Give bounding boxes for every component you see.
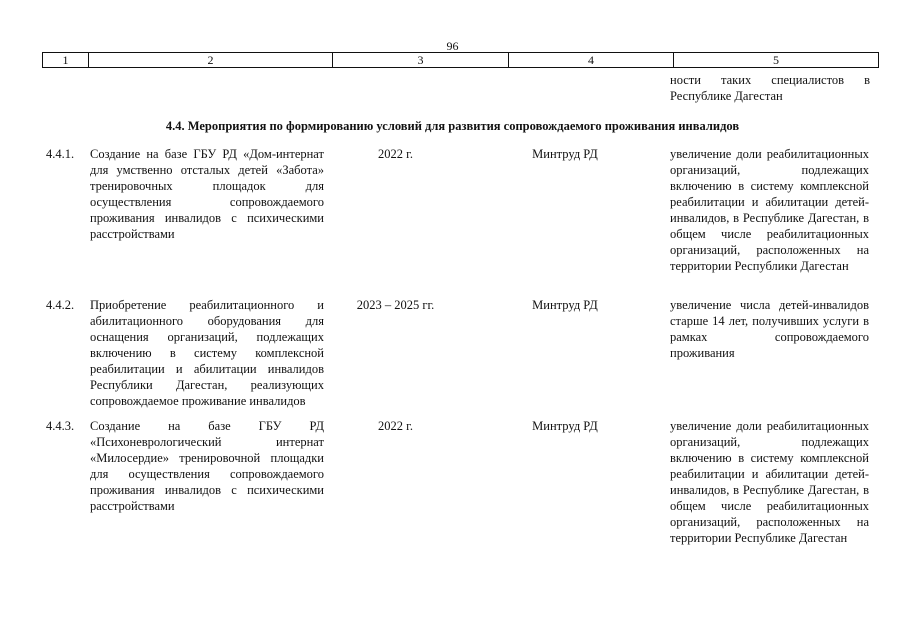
- column-header-2: 2: [88, 53, 332, 67]
- row-number: 4.4.2.: [46, 298, 75, 312]
- row-number: 4.4.3.: [46, 419, 75, 433]
- row-executor: Минтруд РД: [532, 298, 598, 312]
- column-header-row: [42, 52, 879, 68]
- column-header-1: 1: [62, 53, 69, 67]
- row-result: увеличение числа детей-инвалидов старше 14 лет, получивших услуги в рамках сопровождаемого проживания: [670, 298, 869, 360]
- row-result: увеличение доли реабилитационных организаций, подлежащих включению в систему комплексной реабилитации и абилитации детей-инвалидов, в Республике Дагестан, в общем числе реабилитационных организаций, расположенных на территории Республике Дагестан: [670, 419, 869, 545]
- column-header-5: 5: [673, 53, 878, 67]
- row-activity-name: Приобретение реабилитационного и абилитационного оборудования для оснащения организаций, подлежащих включению в систему комплексной реабилитации и абилитации инвалидов Республики Дагестан, реализующих сопровождаемое проживание инвалидов: [90, 298, 324, 408]
- row-result: увеличение доли реабилитационных организаций, подлежащих включению в систему комплексной реабилитации и абилитации детей-инвалидов, в Республике Дагестан, в общем числе реабилитационных организаций, расположенных на территории Республики Дагестан: [670, 147, 869, 273]
- section-title: 4.4. Мероприятия по формированию условий для развития сопровождаемого проживания инвалидов: [165, 119, 740, 133]
- column-header-3: 3: [332, 53, 508, 67]
- row-executor: Минтруд РД: [532, 147, 598, 161]
- row-number: 4.4.1.: [46, 147, 75, 161]
- column-header-4: 4: [508, 53, 673, 67]
- row-activity-name: Создание на базе ГБУ РД «Дом-интернат для умственно отсталых детей «Забота» тренировочных площадок для осуществления сопровождаемого проживания инвалидов с психическими расстройствами: [90, 147, 324, 241]
- row-period: 2022 г.: [378, 419, 413, 433]
- row-period: 2022 г.: [378, 147, 413, 161]
- row-period: 2023 – 2025 гг.: [356, 298, 435, 312]
- continuation-text: ности таких специалистов в Республике Дагестан: [670, 73, 870, 103]
- row-activity-name: Создание на базе ГБУ РД «Психоневрологический интернат «Милосердие» тренировочной площадки для осуществления сопровождаемого проживания инвалидов с психическими расстройствами: [90, 419, 324, 513]
- page-number: 96: [446, 39, 459, 53]
- row-executor: Минтруд РД: [532, 419, 598, 433]
